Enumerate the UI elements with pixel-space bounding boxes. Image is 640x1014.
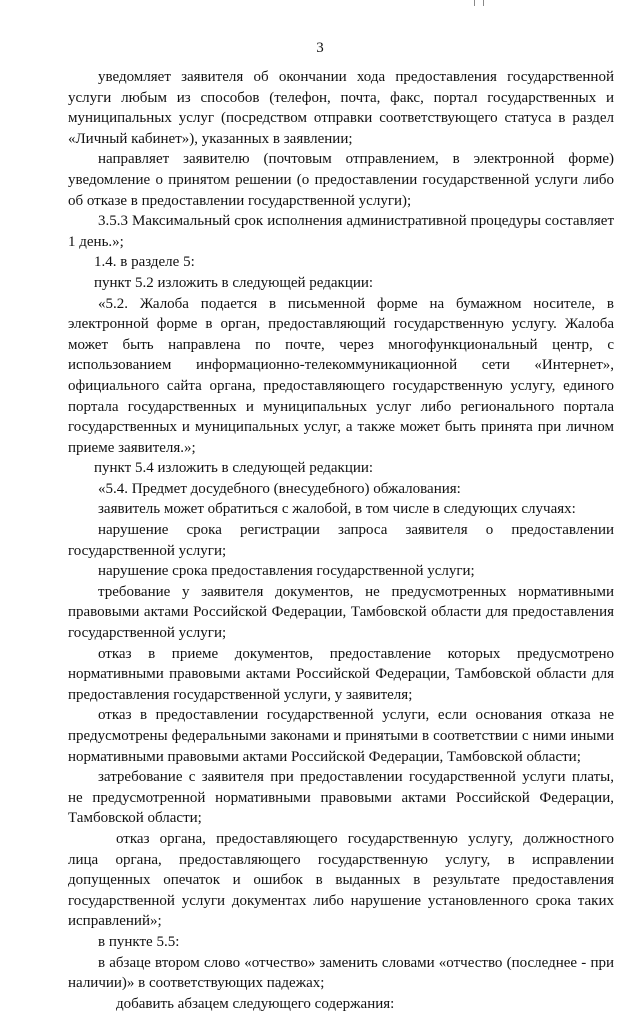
paragraph-case-documents: требование у заявителя документов, не предусмотренных нормативными правовыми актами Российской Федерации, Тамбовской области для предоставления государственной услуги;: [68, 583, 614, 642]
paragraph-replace-word: в абзаце втором слово «отчество» заменить словами «отчество (последнее - при наличии)» в соответствующих падежах;: [68, 954, 614, 992]
paragraph-item-5-5: в пункте 5.5:: [98, 933, 180, 950]
paragraph-item-5-4: «5.4. Предмет досудебного (внесудебного) обжалования:: [98, 480, 461, 497]
paragraph-section-5: 1.4. в разделе 5:: [94, 254, 195, 271]
paragraph-case-correction: отказ органа, предоставляющего государственную услугу, должностного лица органа, предоставляющего государственную услугу, в исправлении допущенных опечаток и ошибок в выданных в результате предоставления государственной услуги документах либо нарушение установленного срока таких исправлений»;: [68, 830, 614, 930]
scan-artifact: [474, 0, 484, 6]
paragraph-complaint-cases: заявитель может обратиться с жалобой, в том числе в следующих случаях:: [98, 501, 576, 518]
paragraph-max-term: 3.5.3 Максимальный срок исполнения административной процедуры составляет 1 день.»;: [68, 213, 614, 250]
document-body: [68, 67, 614, 1014]
paragraph-item-5-4-intro: пункт 5.4 изложить в следующей редакции:: [94, 460, 374, 477]
paragraph-add-paragraph: добавить абзацем следующего содержания:: [116, 995, 395, 1012]
paragraph-item-5-2: «5.2. Жалоба подается в письменной форме на бумажном носителе, в электронной форме в орган, предоставляющий государственную услугу. Жалоба может быть направлена по почте, через многофункциональный центр, с использованием информационно-телекоммуникационной сети «Интернет», официального сайта органа, предоставляющего государственную услугу, единого портала государственных и муниципальных услуг либо регионального портала государственных и муниципальных услуг, а также может быть принята при личном приеме заявителя.»;: [68, 295, 614, 456]
paragraph-case-fee: затребование с заявителя при предоставлении государственной услуги платы, не предусмотренной нормативными правовыми актами Российской Федерации, Тамбовской области;: [68, 769, 614, 827]
paragraph-case-refusal-service: отказ в предоставлении государственной услуги, если основания отказа не предусмотрены федеральными законами и принятыми в соответствии с ними иными нормативными правовыми актами Российской Федерации, Тамбовской области;: [68, 707, 614, 765]
paragraph-case-term: нарушение срока предоставления государственной услуги;: [98, 563, 475, 580]
paragraph-case-registration: нарушение срока регистрации запроса заявителя о предоставлении государственной услуги;: [68, 522, 614, 559]
paragraph-item-5-2-intro: пункт 5.2 изложить в следующей редакции:: [94, 274, 374, 291]
paragraph-case-refusal-acceptance: отказ в приеме документов, предоставление которых предусмотрено нормативными правовыми актами Российской Федерации, Тамбовской области для предоставления государственной услуги, у заявителя;: [68, 645, 614, 703]
paragraph-notify-applicant: уведомляет заявителя об окончании хода предоставления государственной услуги любым из способов (телефон, почта, факс, портал государственных и муниципальных услуг (посредством отправки соответствующего статуса в раздел «Личный кабинет»), указанных в заявлении;: [68, 69, 614, 147]
page-number: 3: [316, 40, 324, 56]
paragraph-send-notification: направляет заявителю (почтовым отправлением, в электронной форме) уведомление о принятом решении (о предоставлении государственной услуги либо об отказе в предоставлении государственной услуги);: [68, 151, 614, 209]
